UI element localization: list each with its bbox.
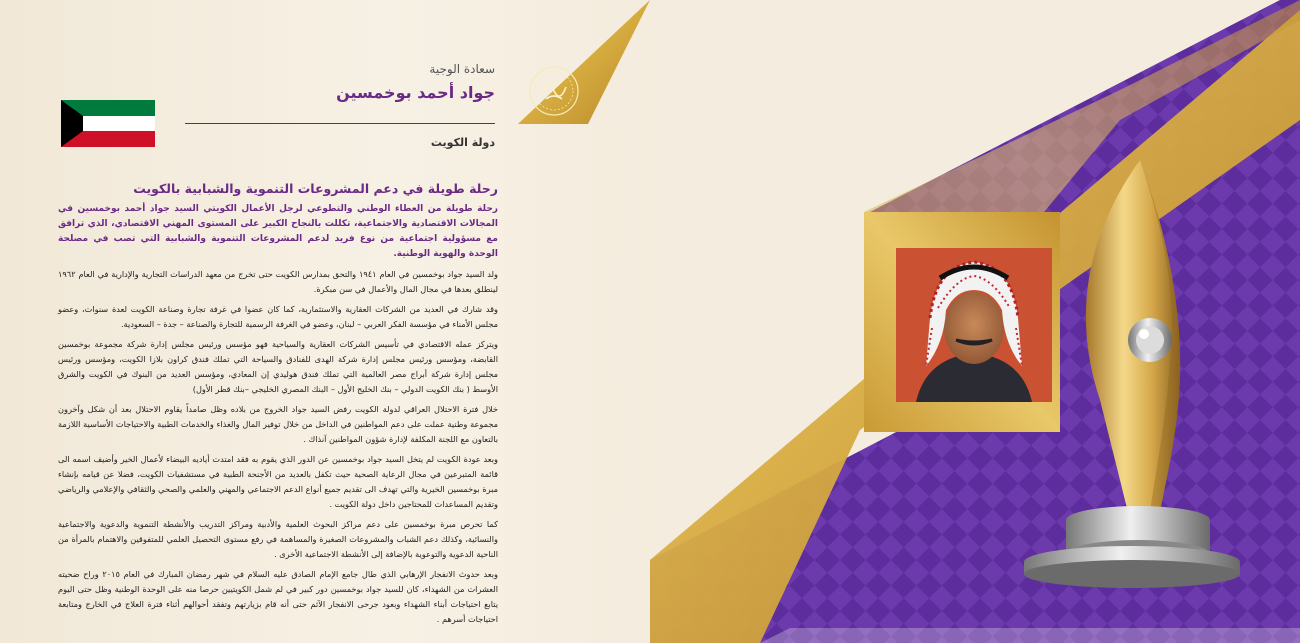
article-lead: رحلة طويلة من العطاء الوطني والتطوعي لرجل الأعمال الكويتي السيد جواد أحمد بوخمسين في المجالات الاقتصادية والاجتماعية، تكللت بالنجاح الكبير على المستوى المهني الاقتصادي، الذي ترافق مع مسؤولية اجتماعية من نوع فريد لدعم المشروعات التنموية والشبابية التي تصب في مصلحة الوحدة والهوية الوطنية. [58,204,498,259]
article-paragraph: وبعد حدوث الانفجار الإرهابي الذي طال جامع الإمام الصادق عليه السلام في شهر رمضان المبارك في العام ٢٠١٥ وراح ضحيته العشرات من الشهداء، كان للسيد جواد بوخمسين دور كبير في لم شمل الكويتيين حرصا منه على الوحدة الوطنية وظل حتى اليوم يتابع احتياجات أبناء الشهداء وبعود جرحى الانفجار الآثم حتى أنه قام بزيارتهم وتفقد أحوالهم أثناء فترة العلاج في الخارج ومتابعة احتياجات أسرهم . [58,569,498,624]
article-paragraph: ويتركز عمله الاقتصادي في تأسيس الشركات العقارية والسياحية فهو مؤسس ورئيس مجلس إدارة شركة مجموعة بوخمسين القابضة، ومؤسس ورئيس مجلس إدارة شركة الهدى للفنادق والسياحة التي تملك فندق كراون بلازا الكويت، ومؤسس ورئيس مجلس إدارة شركة أبراج مصر العالمية التي تملك فندق هوليدي إن المعادي، ومؤسس العديد من البنوك في الكويت والشرق الأوسط ( بنك الكويت الدولي – بنك الخليج الأول – البنك المصري الخليجي –بنك قطر الأول) [58,339,498,394]
kuwait-flag-icon [61,100,155,147]
honorific-label: سعادة الوجية [429,62,495,76]
article-title: رحلة طويلة في دعم المشروعات التنموية والشبابية بالكويت [133,181,498,196]
header-divider [185,123,495,124]
article-paragraph: وقد شارك في العديد من الشركات العقارية والاستثمارية، كما كان عضوا في غرفة تجارة وصناعة الكويت لعدة سنوات، وعضو مجلس الأمناء في مؤسسة الفكر العربي – لبنان، وعضو في الغرفة الرسمية للتجارة والصناعة – جدة – السعودية. [58,304,498,329]
article-paragraph: خلال فترة الاحتلال العراقي لدولة الكويت رفض السيد جواد الخروج من بلاده وظل صامداً يقاوم الاحتلال بعد أن شكل وآخرون مجموعة وطنية عملت على دعم المواطنين في الداخل من خلال توفير المال والغذاء والخدمات الطبية والاحتياجات الأساسية اللازمة بالتعاون مع اللجنة المكلفة لإدارة شؤون المواطنين آنذاك . [58,404,498,444]
person-name: جواد أحمد بوخمسين [336,83,495,102]
article-paragraph: كما تحرص مبرة بوخمسين على دعم مراكز البحوث العلمية والأدبية ومراكز التدريب والأنشطة التنموية والدعوية والاجتماعية والنسائية، وكذلك دعم الشباب والمشروعات الصغيرة والمساهمة في رفع مستوى التحصيل العلمي للمتفوقين والاهتمام بالمرأة من الناحية الدعوية والتوعوية بالإضافة إلى الأنشطة الاجتماعية الأخرى . [58,519,498,559]
trophy-illustration [1010,160,1250,590]
title-block [336,62,495,102]
calligraphy-medal-icon [528,65,580,117]
country-label: دولة الكويت [430,136,495,149]
article [58,181,498,632]
article-paragraph: وبعد عودة الكويت لم يتخل السيد جواد بوخمسين عن الدور الذي يقوم به فقد امتدت أياديه البيضاء لأعمال الخير وأضيف اسمه الى قائمة المتبرعين في مجال الرعاية الصحية حيث تكفل بالعديد من الأجنحة الطبية في مستشفيات الكويت، فضلا عن قيامه بإنشاء مبرة بوخمسين الخيرية والتي تهدف الى تقديم جميع أنواع الدعم الاجتماعي والمهني والعلمي والصحي والثقافي والإعلامي والرياضي وتقديم المساعدات للمحتاجين داخل دولة الكويت . [58,454,498,509]
article-paragraph: ولد السيد جواد بوخمسين في العام ١٩٤١ والتحق بمدارس الكويت حتى تخرج من معهد الدراسات التجارية والإدارية في العام ١٩٦٢ لينطلق بعدها في مجال المال والأعمال في سن مبكرة. [58,269,498,294]
